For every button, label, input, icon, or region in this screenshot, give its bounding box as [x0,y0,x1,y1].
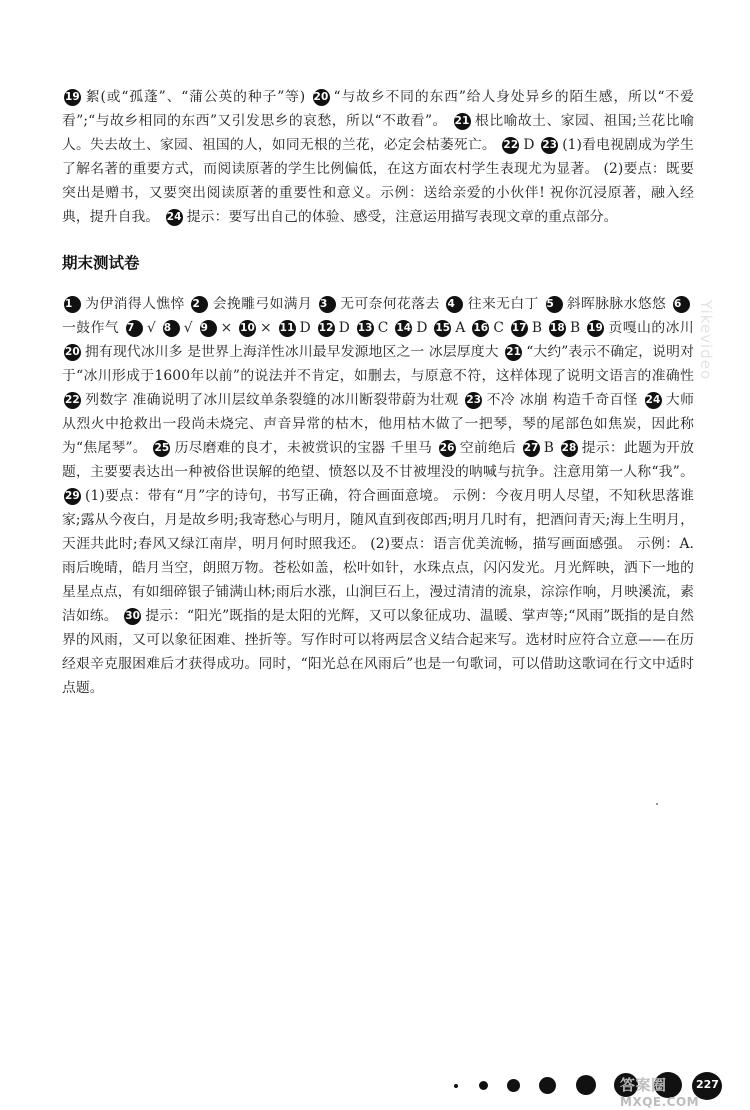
answer-number-badge: 5 [546,296,563,313]
answer-number-badge: 24 [645,392,662,409]
answer-text: “大约”表示不确定，说明对于“冰川形成于1600年以前”的说法并不肯定，如删去，与原意不符，这样体现了说明文语言的准确性 [62,344,694,384]
dot-3 [507,1079,520,1092]
answer-text: √ [147,320,156,336]
answer-number-badge: 21 [454,113,471,130]
answer-number-badge: 21 [505,344,522,361]
answer-text: C [377,320,389,336]
answer-text: D [299,320,311,336]
answer-number-badge: 12 [318,320,335,337]
page-number: 227 [696,1078,719,1091]
answer-text: 絮(或“孤蓬”、“蒲公英的种子”等) [85,89,306,105]
answer-text: 斜晖脉脉水悠悠 [566,296,667,312]
answer-text: × [220,320,233,336]
answer-number-badge: 22 [64,392,81,409]
answer-number-badge: 15 [434,320,451,337]
answer-number-badge: 26 [439,440,456,457]
answer-text: B [543,440,554,456]
answer-number-badge: 23 [541,137,558,154]
answer-number-badge: 16 [472,320,489,337]
section-title: 期末测试卷 [62,254,140,272]
answer-text: 为伊消得人憔悴 [85,296,185,312]
answer-text: 一鼓作气 [62,320,120,336]
answer-number-badge: 11 [279,320,296,337]
answer-number-badge: 20 [313,89,330,106]
side-watermark: Yikevideo [697,300,715,381]
dot-1 [454,1084,458,1088]
answer-text: 无可奈何花落去 [339,296,440,312]
answer-text: 空前绝后 [459,440,517,456]
answer-number-badge: 7 [126,320,143,337]
answer-number-badge: 2 [191,296,208,313]
answer-number-badge: 10 [239,320,256,337]
answer-number-badge: 6 [673,296,690,313]
dot-4 [539,1077,556,1094]
print-speck [656,803,658,805]
answer-text: 根比喻故土、家园、祖国;兰花比喻人。失去故土、家园、祖国的人，如同无根的兰花，必定会枯萎死亡。 [62,113,694,153]
answer-text: D [338,320,350,336]
answer-text: (1)要点：带有“月”字的诗句，书写正确，符合画面意境。 示例：今夜月明人尽望，不知秋思落谁家;露从今夜白，月是故乡明;我寄愁心与明月，随风直到夜郎西;明月几时有，把酒问青天;海上生明月，天涯共此时;春风又绿江南岸，明月何时照我还。 (2)要点：语言优美流畅，描写画面感强。 示例：A. 雨后晚晴，皓月当空，朗照万物。苍松如盖，松叶如针，水珠点点，闪闪发光。月光辉映，洒下一地的星星点点，有如细碎银子铺满山林;雨后水涨，山涧巨石上，漫过清清的流泉，淙淙作响，月映溪流，素洁如练。 [62,488,694,624]
answer-text: (1)看电视剧成为学生了解名著的重要方式，而阅读原著的学生比例偏低，在这方面农村学生表现尤为显著。 (2)要点：既要突出是赠书，又要突出阅读原著的重要性和意义。示例：送给亲爱的小伙伴! 祝你沉浸原著，融入经典，提升自我。 [62,137,694,225]
answer-text: 提示：要写出自己的体验、感受，注意运用描写表现文章的重点部分。 [186,209,618,225]
answer-number-badge: 24 [166,209,183,226]
answer-number-badge: 22 [502,137,519,154]
answer-text: 提示：“阳光”既指的是太阳的光辉，又可以象征成功、温暖、掌声等;“风雨”既指的是自然界的风雨，又可以象征困难、挫折等。写作时可以将两层含义结合起来写。选材时应符合立意——在历经艰辛克服困难后才获得成功。同时，“阳光总在风雨后”也是一句歌词，可以借助这歌词在行文中适时点题。 [62,608,694,696]
answers-continued-paragraph [62,85,694,229]
answer-text: B [531,320,543,336]
answer-text: D [416,320,428,336]
answer-text: 拥有现代冰川多 是世界上海洋性冰川最早发源地区之一 冰层厚度大 [85,344,499,360]
answer-text: 往来无白丁 [467,296,539,312]
answer-text: 会挽雕弓如满月 [212,296,313,312]
answer-number-badge: 14 [395,320,412,337]
answer-number-badge: 19 [587,320,604,337]
answer-text: 贡嘎山的冰川 [608,320,694,336]
dot-2 [479,1081,488,1090]
answer-text: B [569,320,581,336]
answer-number-badge: 29 [64,488,81,505]
answer-number-badge: 30 [124,608,141,625]
logo-line-2: MXQE.COM [620,1095,700,1109]
answer-number-badge: 18 [549,320,566,337]
answer-text: × [260,320,272,336]
answer-number-badge: 20 [64,344,81,361]
answer-text: 历尽磨难的良才，未被赏识的宝器 千里马 [174,440,433,456]
answer-number-badge: 23 [465,392,482,409]
final-exam-answers-paragraph [62,292,694,700]
answer-number-badge: 1 [64,296,81,313]
answer-number-badge: 28 [561,440,578,457]
dot-5 [576,1075,596,1095]
answer-text: 列数字 准确说明了冰川层纹单条裂缝的冰川断裂带蔚为壮观 [85,392,459,408]
answer-text: C [493,320,504,336]
answer-number-badge: 9 [200,320,217,337]
answer-text: 大师从烈火中抢救出一段尚未烧完、声音异常的枯木，他用枯木做了一把琴，琴的尾部色如焦炭，因此称为“焦尾琴”。 [62,392,694,456]
answer-text: “与故乡不同的东西”给人身处异乡的陌生感，所以“不爱看”;“与故乡相同的东西”又引发思乡的哀愁，所以“不敢看”。 [62,89,694,129]
answer-number-badge: 4 [446,296,463,313]
site-logo-watermark [620,1078,699,1110]
answer-text: D [523,137,535,153]
answer-number-badge: 19 [64,89,81,106]
answer-text: 提示：此题为开放题，主要要表达出一种被俗世误解的绝望、愤怒以及不甘被埋没的呐喊与抗争。注意用第一人称“我”。 [62,440,694,480]
answer-text: A [455,320,466,336]
answer-number-badge: 3 [319,296,336,313]
answer-number-badge: 13 [357,320,374,337]
answer-text: √ [183,320,193,336]
answer-number-badge: 27 [523,440,540,457]
answer-text: 不冷 冰崩 构造千奇百怪 [486,392,638,408]
answer-number-badge: 8 [163,320,180,337]
logo-line-1: 答案圈 [620,1076,667,1094]
answer-number-badge: 17 [511,320,528,337]
answer-number-badge: 25 [153,440,170,457]
